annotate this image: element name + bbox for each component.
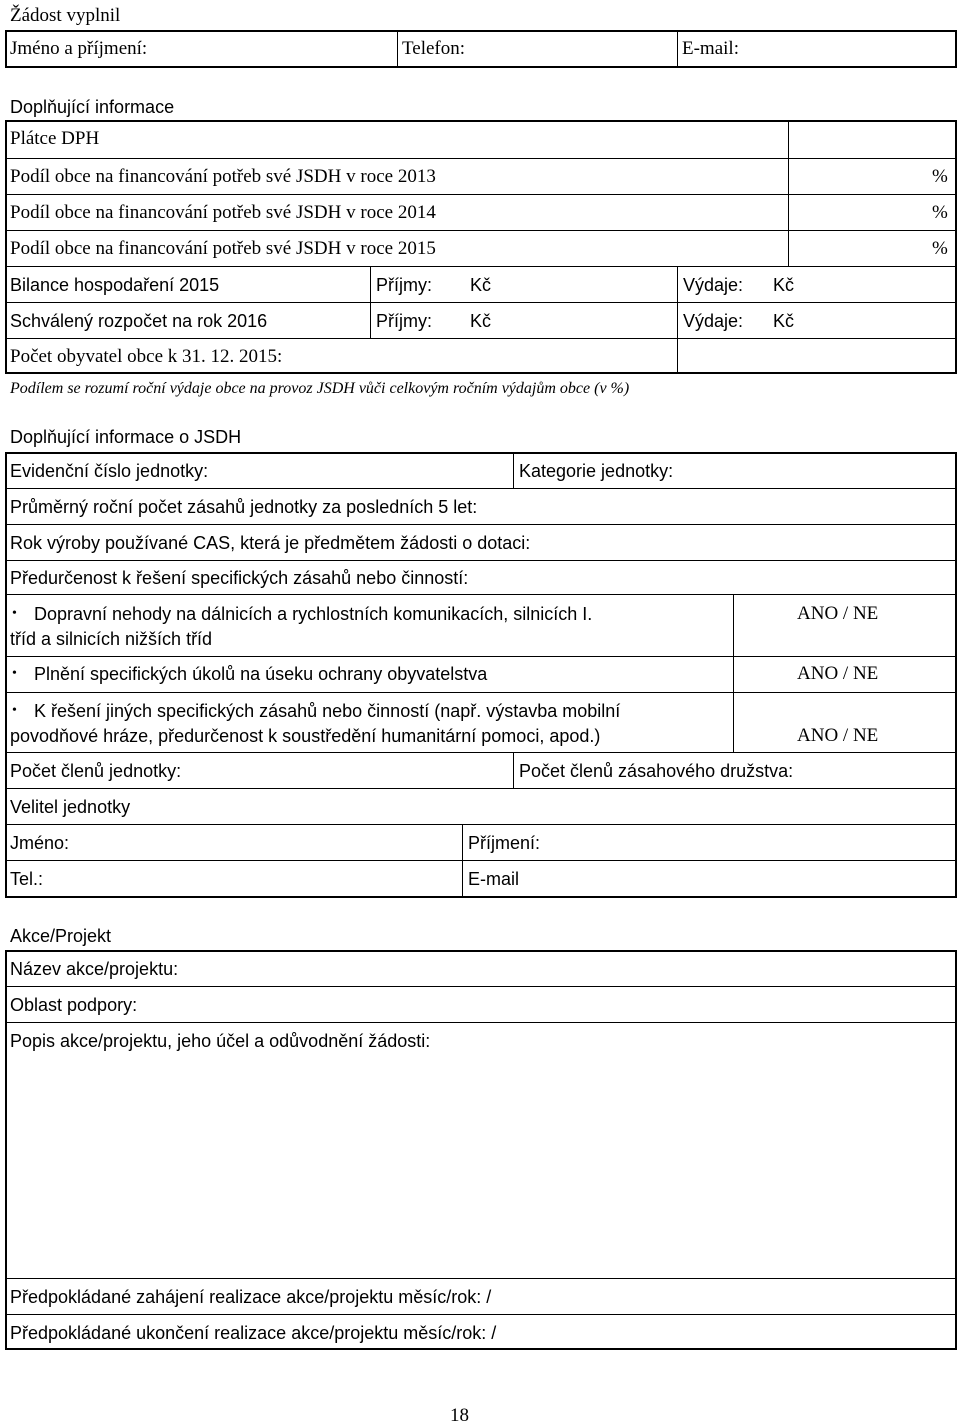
expense-currency: Kč bbox=[773, 311, 795, 331]
percent-2014: % bbox=[932, 202, 948, 223]
divider bbox=[5, 524, 957, 525]
item1-line1: Dopravní nehody na dálnicích a rychlostních komunikacích, silnicích I. bbox=[34, 604, 593, 624]
applicant-table bbox=[5, 30, 957, 68]
tel-label[interactable]: Tel.: bbox=[10, 869, 44, 889]
divider bbox=[5, 158, 957, 159]
cas-year-label[interactable]: Rok výroby používané CAS, která je předmětem žádosti o dotaci: bbox=[10, 533, 531, 553]
share-2014-label: Podíl obce na financování potřeb své JSDH v roce 2014 bbox=[10, 202, 436, 223]
divider bbox=[5, 986, 957, 987]
project-name-label[interactable]: Název akce/projektu: bbox=[10, 959, 179, 979]
item3-line1: K řešení jiných specifických zásahů nebo činností (např. výstavba mobilní bbox=[34, 701, 621, 721]
support-area-label[interactable]: Oblast podpory: bbox=[10, 995, 138, 1015]
balance-2015-label: Bilance hospodaření 2015 bbox=[10, 275, 220, 295]
divider bbox=[513, 752, 514, 788]
divider bbox=[5, 560, 957, 561]
vat-payer-label: Plátce DPH bbox=[10, 128, 100, 149]
income-currency: Kč bbox=[470, 275, 492, 295]
income-label: Příjmy: bbox=[376, 311, 432, 331]
predetermination-label: Předurčenost k řešení specifických zásahů nebo činností: bbox=[10, 568, 469, 588]
divider bbox=[733, 594, 734, 752]
email-label[interactable]: E-mail: bbox=[682, 38, 739, 59]
divider bbox=[5, 824, 957, 825]
email-field-label[interactable]: E-mail bbox=[468, 869, 520, 889]
divider bbox=[370, 266, 371, 338]
first-name-label[interactable]: Jméno: bbox=[10, 833, 70, 853]
expense-label: Výdaje: bbox=[683, 275, 744, 295]
share-2013-label: Podíl obce na financování potřeb své JSDH v roce 2013 bbox=[10, 166, 436, 187]
planned-start-label[interactable]: Předpokládané zahájení realizace akce/projektu měsíc/rok: / bbox=[10, 1287, 492, 1307]
applicant-heading: Žádost vyplnil bbox=[10, 5, 121, 26]
divider bbox=[5, 860, 957, 861]
divider bbox=[513, 452, 514, 488]
share-2015-label: Podíl obce na financování potřeb své JSDH v roce 2015 bbox=[10, 238, 436, 259]
expense-currency: Kč bbox=[773, 275, 795, 295]
avg-interventions-label[interactable]: Průměrný roční počet zásahů jednotky za posledních 5 let: bbox=[10, 497, 478, 517]
page-number: 18 bbox=[450, 1405, 469, 1426]
bullet-icon: • bbox=[12, 703, 17, 718]
divider bbox=[5, 1022, 957, 1023]
bullet-icon: • bbox=[12, 606, 17, 621]
item3-line2: povodňové hráze, předurčenost k soustředění humanitární pomoci, apod.) bbox=[10, 726, 601, 746]
divider bbox=[677, 30, 678, 68]
bullet-icon: • bbox=[12, 666, 17, 681]
divider bbox=[5, 338, 957, 339]
category-label[interactable]: Kategorie jednotky: bbox=[519, 461, 674, 481]
divider bbox=[5, 1278, 957, 1279]
project-description-label[interactable]: Popis akce/projektu, jeho účel a odůvodnění žádosti: bbox=[10, 1031, 431, 1051]
registration-number-label[interactable]: Evidenční číslo jednotky: bbox=[10, 461, 209, 481]
divider bbox=[5, 266, 957, 267]
phone-label[interactable]: Telefon: bbox=[402, 38, 466, 59]
divider bbox=[5, 194, 957, 195]
divider bbox=[5, 692, 957, 693]
surname-label[interactable]: Příjmení: bbox=[468, 833, 541, 853]
divider bbox=[5, 656, 957, 657]
planned-end-label[interactable]: Předpokládané ukončení realizace akce/projektu měsíc/rok: / bbox=[10, 1323, 497, 1343]
commander-heading: Velitel jednotky bbox=[10, 797, 131, 817]
income-label: Příjmy: bbox=[376, 275, 432, 295]
expense-label: Výdaje: bbox=[683, 311, 744, 331]
member-count-label[interactable]: Počet členů jednotky: bbox=[10, 761, 182, 781]
divider bbox=[788, 120, 789, 266]
divider bbox=[462, 824, 463, 898]
divider bbox=[5, 752, 957, 753]
item2-label: Plnění specifických úkolů na úseku ochrany obyvatelstva bbox=[34, 664, 488, 684]
additional-heading: Doplňující informace bbox=[10, 97, 175, 117]
divider bbox=[5, 488, 957, 489]
divider bbox=[5, 1314, 957, 1315]
name-label[interactable]: Jméno a příjmení: bbox=[10, 38, 148, 59]
divider bbox=[5, 230, 957, 231]
divider bbox=[5, 788, 957, 789]
divider bbox=[677, 266, 678, 374]
percent-2013: % bbox=[932, 166, 948, 187]
item2-yes-no[interactable]: ANO / NE bbox=[797, 663, 879, 684]
item1-yes-no[interactable]: ANO / NE bbox=[797, 603, 879, 624]
divider bbox=[397, 30, 398, 68]
income-currency: Kč bbox=[470, 311, 492, 331]
divider bbox=[5, 594, 957, 595]
budget-2016-label: Schválený rozpočet na rok 2016 bbox=[10, 311, 268, 331]
population-label: Počet obyvatel obce k 31. 12. 2015: bbox=[10, 346, 283, 367]
item1-line2: tříd a silnicích nižších tříd bbox=[10, 629, 213, 649]
footnote: Podílem se rozumí roční výdaje obce na provoz JSDH vůči celkovým ročním výdajům obce (v %) bbox=[10, 380, 630, 397]
jsdh-heading: Doplňující informace o JSDH bbox=[10, 427, 242, 447]
item3-yes-no[interactable]: ANO / NE bbox=[797, 725, 879, 746]
percent-2015: % bbox=[932, 238, 948, 259]
project-heading: Akce/Projekt bbox=[10, 926, 112, 946]
squad-count-label[interactable]: Počet členů zásahového družstva: bbox=[519, 761, 794, 781]
divider bbox=[5, 302, 957, 303]
